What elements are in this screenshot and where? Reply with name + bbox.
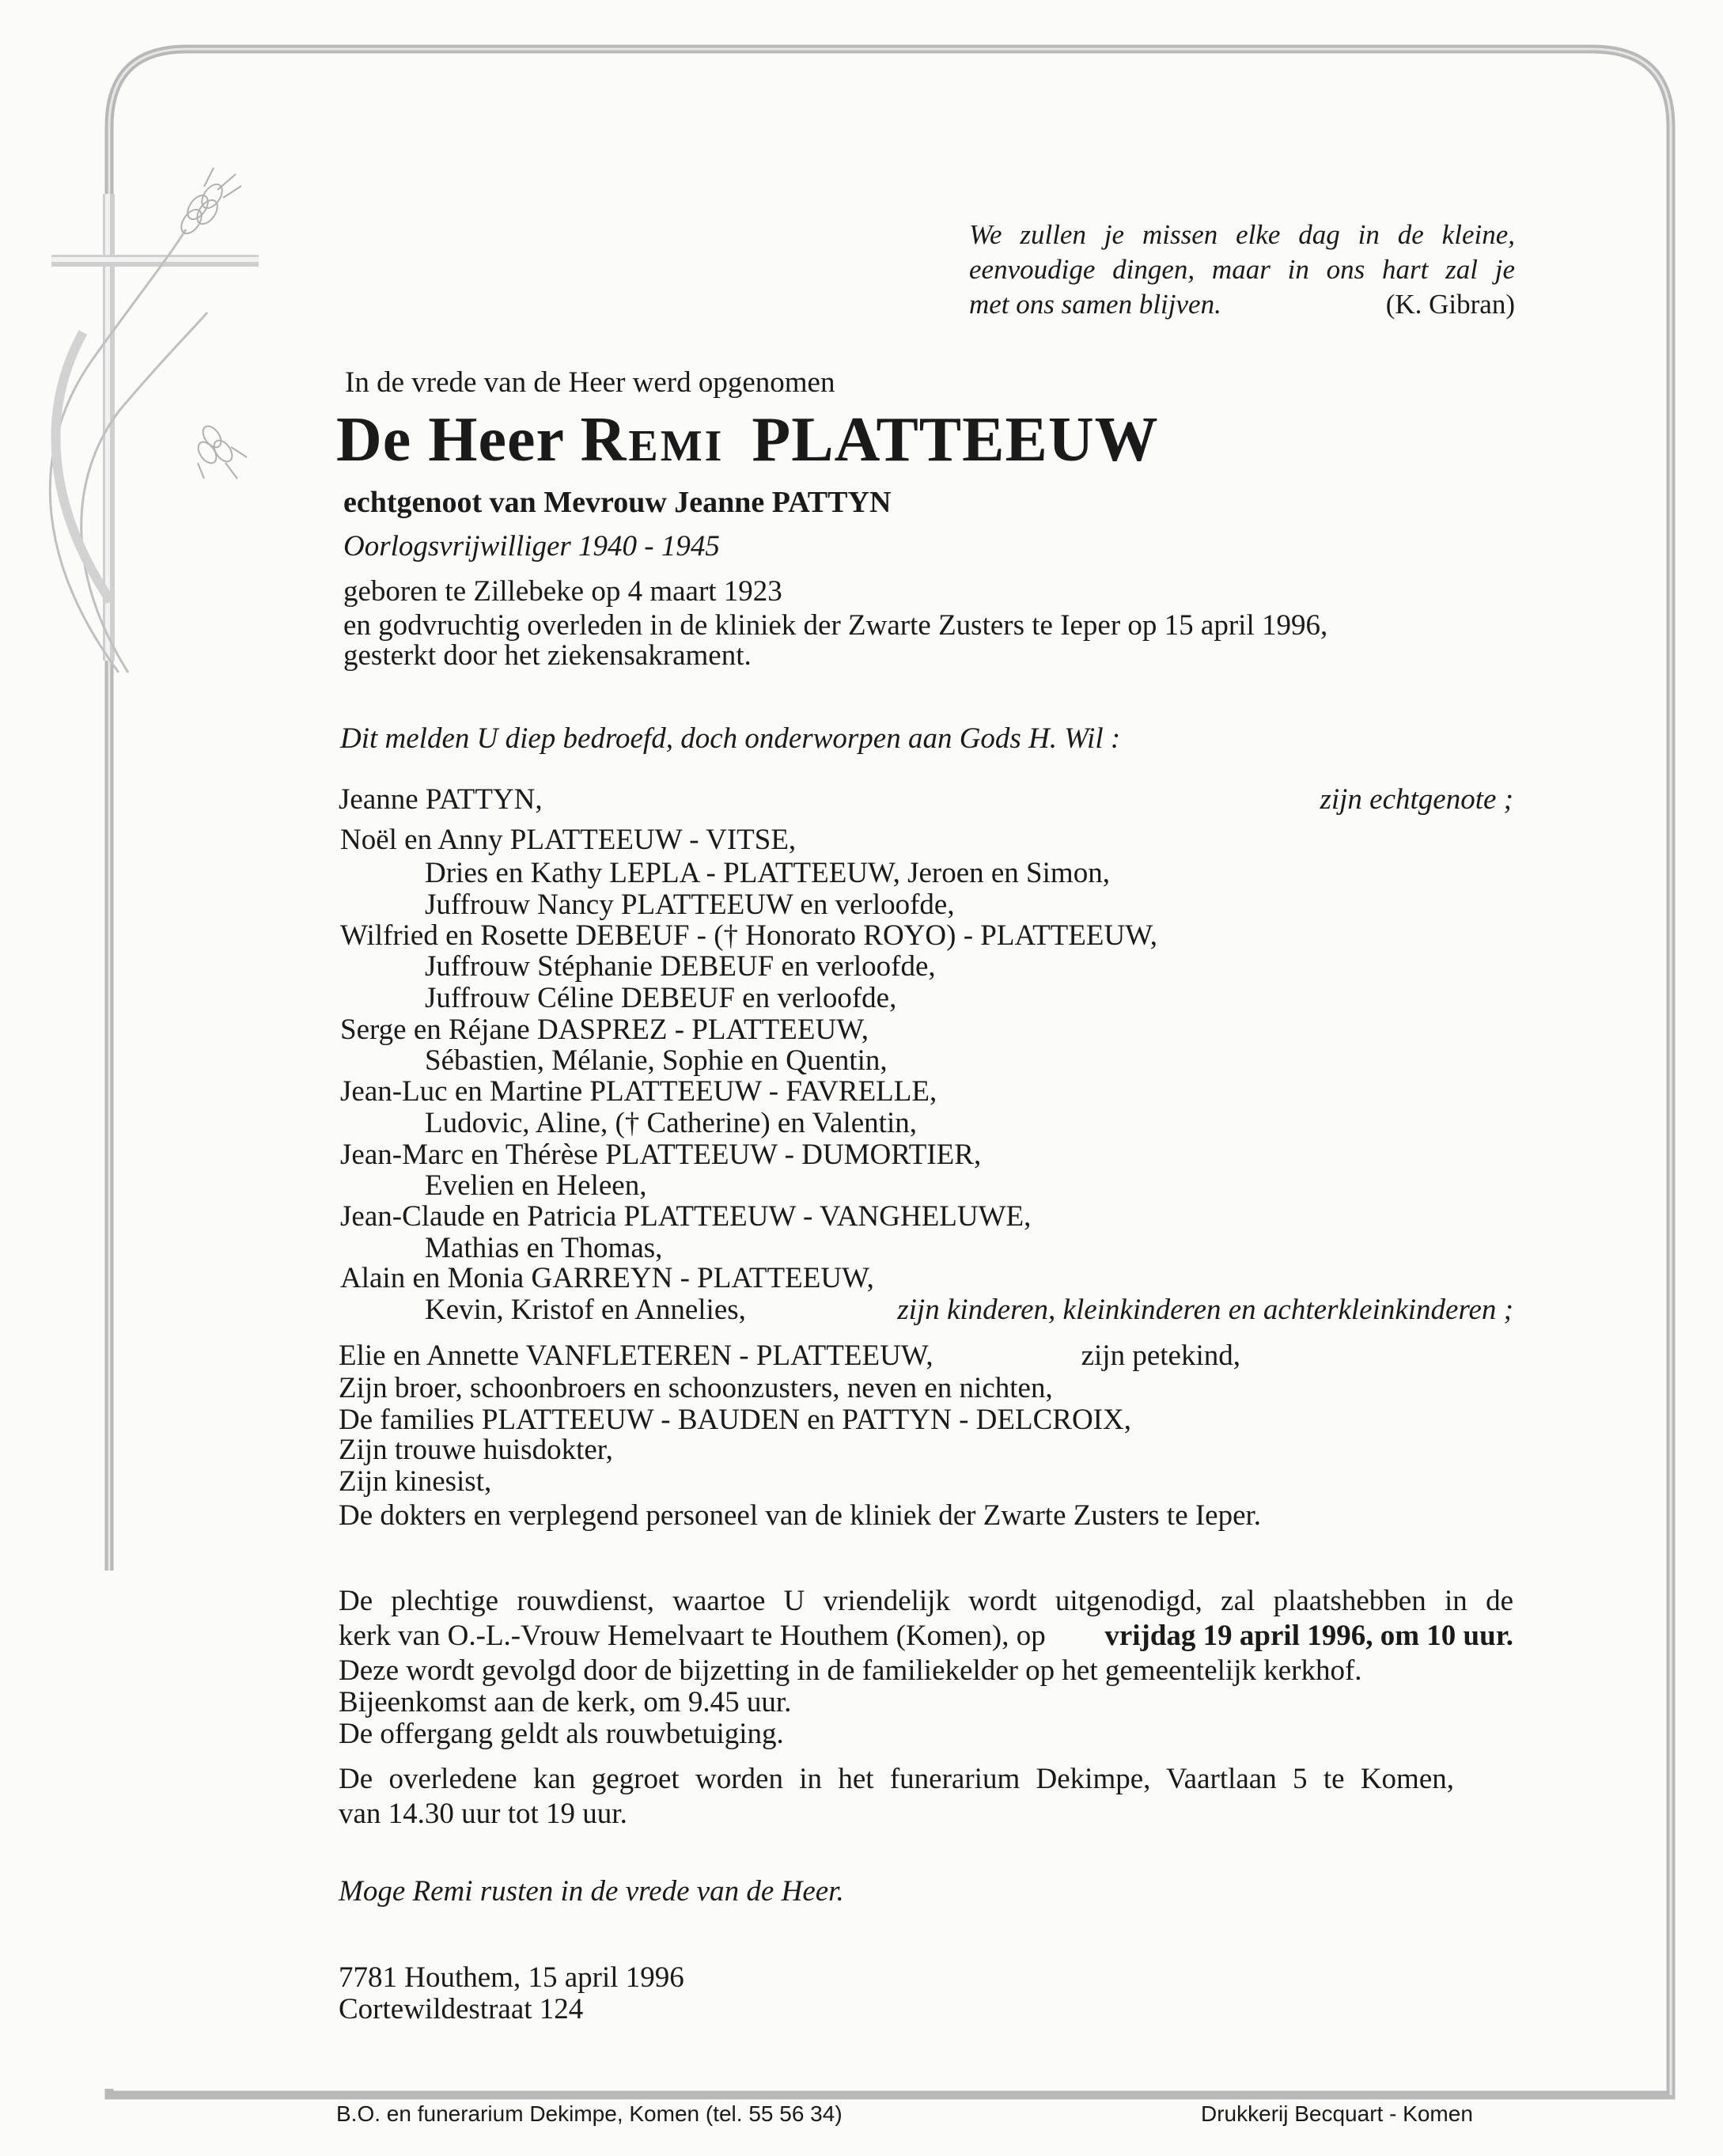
quote-line: met ons samen blijven. [969, 289, 1221, 320]
family-line: Juffrouw Stéphanie DEBEUF en verloofde, [425, 950, 936, 983]
service-date: vrijdag 19 april 1996, om 10 uur. [1104, 1620, 1513, 1652]
footer-funeral-home: B.O. en funerarium Dekimpe, Komen (tel. 55 56 34) [336, 2101, 843, 2126]
quote-line: We zullen je missen elke dag in de kleine, [969, 219, 1515, 250]
last-name: PLATTEEUW [752, 405, 1159, 475]
family-line: Wilfried en Rosette DEBEUF - († Honorato ROYO) - PLATTEEUW, [340, 919, 1157, 952]
announcement: Dit melden U diep bedroefd, doch onderworpen aan Gods H. Wil : [340, 722, 1121, 755]
family-line: Sébastien, Mélanie, Sophie en Quentin, [425, 1044, 888, 1077]
family-line: Jean-Luc en Martine PLATTEEUW - FAVRELLE, [340, 1075, 937, 1108]
bio-line: gesterkt door het ziekensakrament. [343, 639, 752, 672]
service-line: De plechtige rouwdienst, waartoe U vriendelijk wordt uitgenodigd, zal plaatshebben in de [339, 1585, 1513, 1617]
service-paragraph [339, 1584, 1513, 1688]
godchild-role: zijn petekind, [1081, 1339, 1240, 1372]
family-line: Jean-Claude en Patricia PLATTEEUW - VANGHELUWE, [340, 1200, 1032, 1233]
family-role: zijn kinderen, kleinkinderen en achterkleinkinderen ; [897, 1294, 1513, 1326]
other-line: De families PLATTEEUW - BAUDEN en PATTYN - DELCROIX, [339, 1404, 1131, 1436]
family-line: Evelien en Heleen, [425, 1169, 647, 1202]
godchild-row [339, 1339, 1240, 1374]
viewing-paragraph [339, 1762, 1454, 1832]
service-line: Deze wordt gevolgd door de bijzetting in de familiekelder op het gemeentelijk kerkhof. [339, 1654, 1362, 1687]
family-line: Ludovic, Aline, († Catherine) en Valentin, [425, 1107, 917, 1139]
closing-line: Moge Remi rusten in de vrede van de Heer. [339, 1875, 844, 1908]
service-line: kerk van O.-L.-Vrouw Hemelvaart te Houthem (Komen), op [339, 1620, 1046, 1652]
family-line: Juffrouw Nancy PLATTEEUW en verloofde, [425, 889, 955, 921]
family-line: Noël en Anny PLATTEEUW - VITSE, [340, 824, 797, 856]
family-line: Serge en Réjane DASPREZ - PLATTEEUW, [340, 1014, 869, 1046]
family-last-row [425, 1293, 1513, 1328]
address-line: 7781 Houthem, 15 april 1996 [339, 1961, 684, 1994]
gibran-quote [969, 218, 1515, 322]
other-line: De dokters en verplegend personeel van de kliniek der Zwarte Zusters te Ieper. [339, 1499, 1262, 1532]
name-prefix: De Heer [336, 405, 564, 475]
meeting-line: Bijeenkomst aan de kerk, om 9.45 uur. [339, 1686, 792, 1718]
family-line: Alain en Monia GARREYN - PLATTEEUW, [340, 1262, 874, 1294]
family-line: Jean-Marc en Thérèse PLATTEEUW - DUMORTIER, [340, 1139, 982, 1171]
family-line: Kevin, Kristof en Annelies, [425, 1294, 746, 1326]
quote-author: (K. Gibran) [1385, 289, 1515, 320]
family-line: Dries en Kathy LEPLA - PLATTEEUW, Jeroen en Simon, [425, 857, 1110, 889]
quote-line: eenvoudige dingen, maar in ons hart zal je [969, 254, 1515, 285]
spouse-row [339, 782, 1513, 817]
viewing-line: van 14.30 uur tot 19 uur. [339, 1798, 627, 1830]
bio-line: en godvruchtig overleden in de kliniek der Zwarte Zusters te Ieper op 15 april 1996, [343, 609, 1328, 642]
godchild-name: Elie en Annette VANFLETEREN - PLATTEEUW, [339, 1339, 933, 1372]
deceased-name [336, 402, 1159, 478]
spouse-line: echtgenoot van Mevrouw Jeanne PATTYN [343, 486, 892, 519]
intro-line: In de vrede van de Heer werd opgenomen [345, 366, 835, 399]
meeting-line: De offergang geldt als rouwbetuiging. [339, 1718, 784, 1750]
spouse-name: Jeanne PATTYN, [339, 783, 543, 816]
bio-line: geboren te Zillebeke op 4 maart 1923 [343, 575, 782, 608]
family-line: Mathias en Thomas, [425, 1232, 663, 1264]
volunteer-line: Oorlogsvrijwilliger 1940 - 1945 [343, 530, 720, 563]
first-name: Remi [580, 405, 725, 475]
address-line: Cortewildestraat 124 [339, 1993, 584, 2025]
other-line: Zijn broer, schoonbroers en schoonzusters, neven en nichten, [339, 1372, 1053, 1404]
family-line: Juffrouw Céline DEBEUF en verloofde, [425, 982, 897, 1014]
viewing-line: De overledene kan gegroet worden in het funerarium Dekimpe, Vaartlaan 5 te Komen, [339, 1763, 1454, 1795]
footer-printer: Drukkerij Becquart - Komen [1201, 2101, 1473, 2126]
cross-wheat-icon [50, 168, 259, 673]
spouse-role: zijn echtgenote ; [1320, 783, 1513, 816]
other-line: Zijn kinesist, [339, 1465, 492, 1498]
other-line: Zijn trouwe huisdokter, [339, 1434, 613, 1466]
